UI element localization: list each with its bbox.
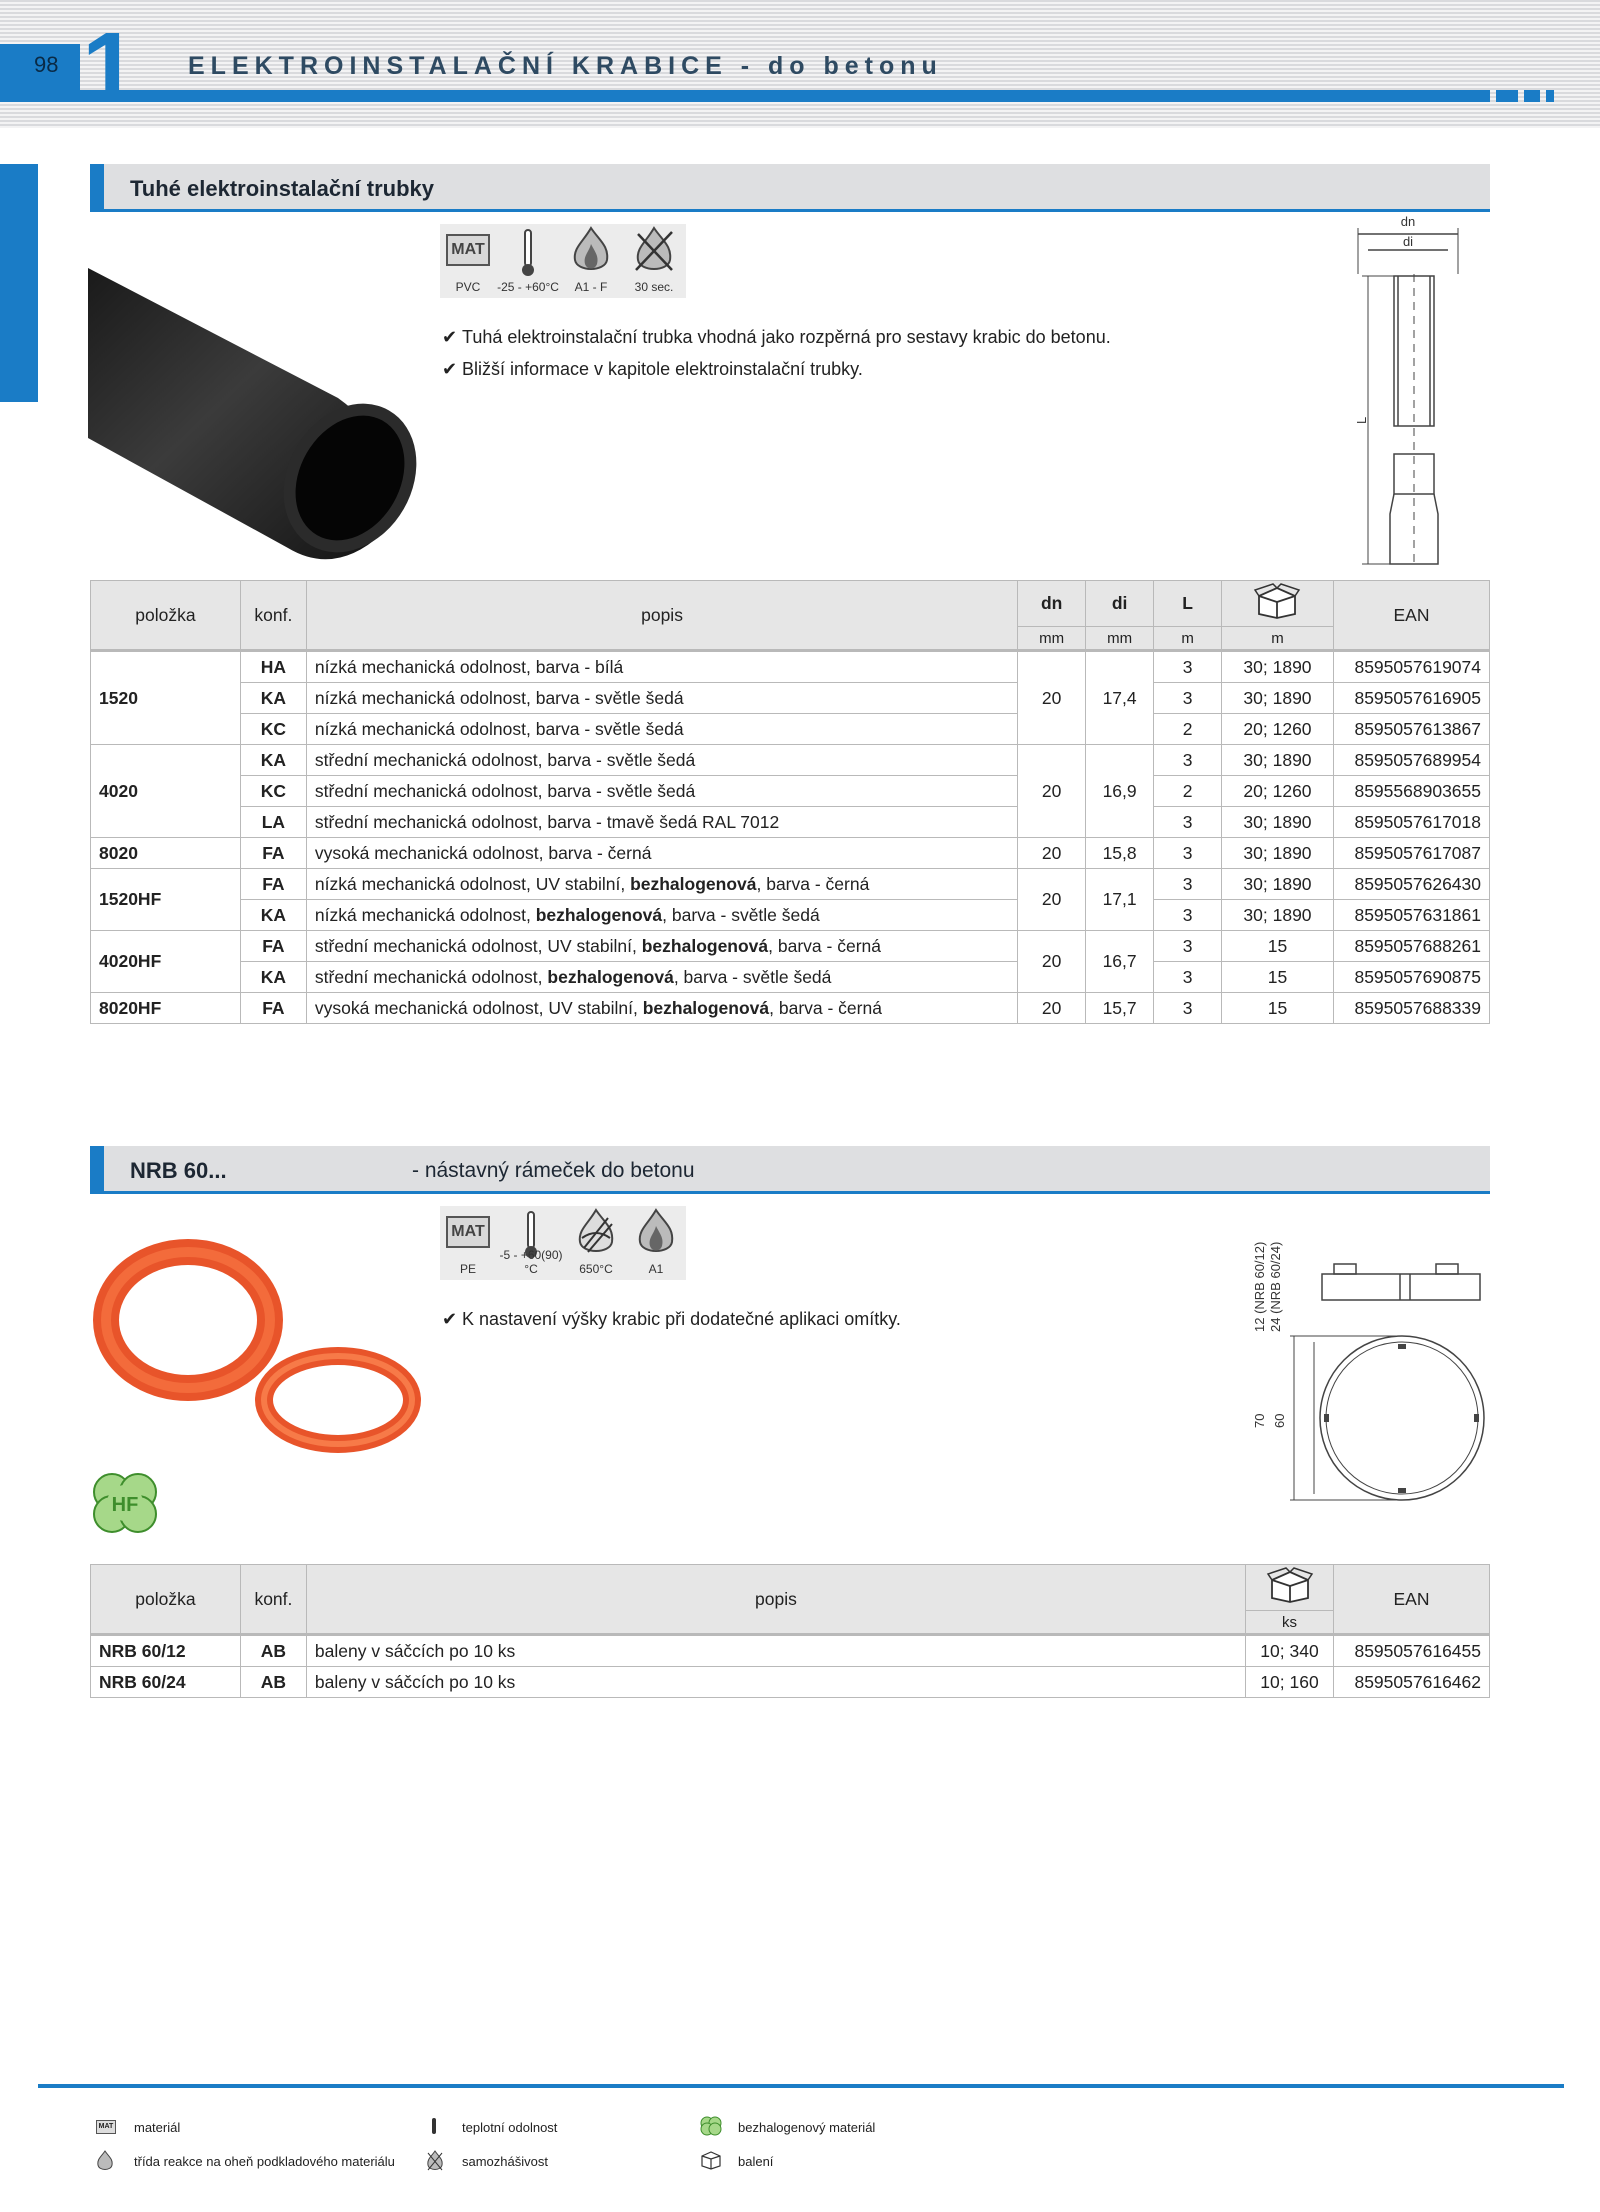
conf: KC [240, 776, 306, 807]
legend-label: materiál [134, 2120, 181, 2135]
property-icons [440, 1206, 686, 1280]
table-row [91, 776, 1490, 807]
description: střední mechanická odolnost, UV stabilní, bezhalogenová, barva - černá [306, 931, 1017, 962]
hf-badge-icon [90, 1470, 160, 1536]
table-row [91, 993, 1490, 1024]
conf: FA [240, 993, 306, 1024]
col-dn: dn [1018, 581, 1086, 627]
dn: 20 [1018, 931, 1086, 993]
legend-label: třída reakce na oheň podkladového materiálu [134, 2154, 395, 2169]
di: 16,9 [1086, 745, 1154, 838]
tubes-table [90, 580, 1490, 1024]
header-square [1546, 90, 1554, 102]
unit-dn: mm [1018, 627, 1086, 651]
ean: 8595057631861 [1333, 900, 1489, 931]
pack: 30; 1890 [1222, 900, 1334, 931]
footer-line [38, 2084, 1564, 2088]
pack: 10; 160 [1246, 1667, 1334, 1698]
length: 2 [1154, 714, 1222, 745]
bullet-item: ✔ K nastavení výšky krabic při dodatečné aplikaci omítky. [442, 1309, 901, 1329]
property-icons [440, 224, 686, 298]
mat-icon: MAT PE [440, 1206, 496, 1280]
table-row [91, 683, 1490, 714]
pack: 20; 1260 [1222, 776, 1334, 807]
table-row [91, 1667, 1490, 1698]
unit-L: m [1154, 627, 1222, 651]
col-ean: EAN [1333, 581, 1489, 651]
description: baleny v sáčcích po 10 ks [306, 1635, 1245, 1667]
legend-thermometer-icon [432, 2118, 436, 2134]
ean: 8595057626430 [1333, 869, 1489, 900]
dim-height1: 12 (NRB 60/12) [1252, 1241, 1267, 1332]
dim-outer: 70 [1252, 1413, 1267, 1428]
description: střední mechanická odolnost, barva - světle šedá [306, 745, 1017, 776]
chapter-number: 1 [82, 12, 138, 124]
table-row [91, 714, 1490, 745]
di: 17,4 [1086, 651, 1154, 745]
ean: 8595057619074 [1333, 651, 1489, 683]
col-item: položka [91, 581, 241, 651]
pack: 30; 1890 [1222, 869, 1334, 900]
svg-text:HF: HF [111, 1494, 139, 1516]
bullet-item: ✔ Bližší informace v kapitole elektroinstalační trubky. [442, 359, 863, 379]
table-row [91, 931, 1490, 962]
legend-flame-icon [96, 2150, 114, 2172]
ean: 8595057617087 [1333, 838, 1489, 869]
dim-di: di [1402, 234, 1414, 249]
nrb-drawing [1250, 1232, 1490, 1512]
header-square [1496, 90, 1518, 102]
page-number: 98 [34, 52, 59, 77]
table-row [91, 962, 1490, 993]
description: střední mechanická odolnost, barva - světle šedá [306, 776, 1017, 807]
col-desc: popis [306, 1565, 1245, 1635]
col-L: L [1154, 581, 1222, 627]
conf: FA [240, 838, 306, 869]
item-code: 8020HF [91, 993, 241, 1024]
flame-icon: A1 - F [560, 224, 622, 298]
col-desc: popis [306, 581, 1017, 651]
ean: 8595057616462 [1333, 1667, 1489, 1698]
legend-hf-icon [700, 2116, 722, 2136]
section-subtitle: - nástavný rámeček do betonu [412, 1159, 695, 1182]
legend-label: teplotní odolnost [462, 2120, 558, 2135]
length: 3 [1154, 683, 1222, 714]
pack: 15 [1222, 962, 1334, 993]
pack: 10; 340 [1246, 1635, 1334, 1667]
di: 16,7 [1086, 931, 1154, 993]
thermometer-icon: -25 - +60°C [496, 224, 560, 298]
unit-pack: m [1222, 627, 1334, 651]
dn: 20 [1018, 993, 1086, 1024]
box-icon [1222, 581, 1334, 627]
length: 3 [1154, 931, 1222, 962]
pack: 30; 1890 [1222, 807, 1334, 838]
table-row [91, 651, 1490, 683]
dim-inner: 60 [1272, 1413, 1287, 1428]
conf: AB [240, 1667, 306, 1698]
legend-self-extinguish-icon [426, 2150, 444, 2172]
table-row [91, 745, 1490, 776]
unit-pack: ks [1246, 1611, 1334, 1635]
pack: 15 [1222, 931, 1334, 962]
dim-height2: 24 (NRB 60/24) [1268, 1241, 1283, 1332]
col-conf: konf. [240, 581, 306, 651]
dim-L: L [1354, 416, 1369, 424]
length: 3 [1154, 745, 1222, 776]
item-code: 1520HF [91, 869, 241, 931]
dim-dn: dn [1400, 214, 1416, 229]
length: 3 [1154, 807, 1222, 838]
ean: 8595057688339 [1333, 993, 1489, 1024]
di: 17,1 [1086, 869, 1154, 931]
header-bar [0, 90, 1490, 102]
col-ean: EAN [1333, 1565, 1489, 1635]
conf: FA [240, 931, 306, 962]
item-code: NRB 60/12 [91, 1635, 241, 1667]
ean: 8595057613867 [1333, 714, 1489, 745]
dn: 20 [1018, 651, 1086, 745]
tube-drawing [1354, 214, 1458, 574]
col-conf: konf. [240, 1565, 306, 1635]
dn: 20 [1018, 745, 1086, 838]
description: nízká mechanická odolnost, barva - světle šedá [306, 714, 1017, 745]
ean: 8595057688261 [1333, 931, 1489, 962]
di: 15,8 [1086, 838, 1154, 869]
legend-label: samozhášivost [462, 2154, 548, 2169]
table-row [91, 900, 1490, 931]
description: nízká mechanická odolnost, barva - světle šedá [306, 683, 1017, 714]
nrb-photo [88, 1240, 428, 1460]
pack: 15 [1222, 993, 1334, 1024]
mat-icon: MAT PVC [440, 224, 496, 298]
nrb-table [90, 1564, 1490, 1698]
di: 15,7 [1086, 993, 1154, 1024]
bullet-item: ✔ Tuhá elektroinstalační trubka vhodná jako rozpěrná pro sestavy krabic do betonu. [442, 327, 1111, 347]
dn: 20 [1018, 838, 1086, 869]
description: vysoká mechanická odolnost, barva - černá [306, 838, 1017, 869]
length: 3 [1154, 962, 1222, 993]
pack: 30; 1890 [1222, 683, 1334, 714]
legend-box-icon [700, 2150, 722, 2170]
table-row [91, 869, 1490, 900]
conf: HA [240, 651, 306, 683]
legend-label: balení [738, 2154, 774, 2169]
conf: KA [240, 745, 306, 776]
table-row [91, 1635, 1490, 1667]
header-square [1524, 90, 1540, 102]
description: střední mechanická odolnost, bezhalogenová, barva - světle šedá [306, 962, 1017, 993]
col-di: di [1086, 581, 1154, 627]
conf: FA [240, 869, 306, 900]
length: 3 [1154, 993, 1222, 1024]
unit-di: mm [1086, 627, 1154, 651]
table-row [91, 807, 1490, 838]
legend-mat-icon: MAT [96, 2120, 116, 2134]
conf: AB [240, 1635, 306, 1667]
description: baleny v sáčcích po 10 ks [306, 1667, 1245, 1698]
ean: 8595057617018 [1333, 807, 1489, 838]
ean: 8595568903655 [1333, 776, 1489, 807]
self-extinguish-icon: 30 sec. [622, 224, 686, 298]
section-header-nrb [90, 1146, 1490, 1194]
col-item: položka [91, 1565, 241, 1635]
tube-photo [88, 248, 418, 558]
ean: 8595057689954 [1333, 745, 1489, 776]
conf: KC [240, 714, 306, 745]
ean: 8595057690875 [1333, 962, 1489, 993]
length: 3 [1154, 900, 1222, 931]
length: 3 [1154, 869, 1222, 900]
length: 3 [1154, 838, 1222, 869]
description: nízká mechanická odolnost, barva - bílá [306, 651, 1017, 683]
dn: 20 [1018, 869, 1086, 931]
item-code: 4020 [91, 745, 241, 838]
conf: KA [240, 900, 306, 931]
section-title: NRB 60... [130, 1158, 227, 1183]
item-code: 8020 [91, 838, 241, 869]
conf: KA [240, 962, 306, 993]
box-icon [1246, 1565, 1334, 1611]
legend-label: bezhalogenový materiál [738, 2120, 876, 2135]
ean: 8595057616455 [1333, 1635, 1489, 1667]
description: nízká mechanická odolnost, bezhalogenová, barva - světle šedá [306, 900, 1017, 931]
item-code: NRB 60/24 [91, 1667, 241, 1698]
description: nízká mechanická odolnost, UV stabilní, bezhalogenová, barva - černá [306, 869, 1017, 900]
pack: 30; 1890 [1222, 838, 1334, 869]
item-code: 4020HF [91, 931, 241, 993]
length: 3 [1154, 651, 1222, 683]
conf: LA [240, 807, 306, 838]
item-code: 1520 [91, 651, 241, 745]
pack: 30; 1890 [1222, 745, 1334, 776]
glow-wire-icon: 650°C [566, 1206, 626, 1280]
table-row [91, 838, 1490, 869]
description: vysoká mechanická odolnost, UV stabilní, bezhalogenová, barva - černá [306, 993, 1017, 1024]
ean: 8595057616905 [1333, 683, 1489, 714]
page-title: ELEKTROINSTALAČNÍ KRABICE - do betonu [188, 52, 943, 80]
thermometer-icon: -5 - +60(90)°C [496, 1206, 566, 1280]
description: střední mechanická odolnost, barva - tmavě šedá RAL 7012 [306, 807, 1017, 838]
flame-icon: A1 [626, 1206, 686, 1280]
chapter-tab [0, 164, 38, 402]
section-title: Tuhé elektroinstalační trubky [130, 176, 435, 201]
pack: 30; 1890 [1222, 651, 1334, 683]
pack: 20; 1260 [1222, 714, 1334, 745]
section-header-tubes [90, 164, 1490, 212]
length: 2 [1154, 776, 1222, 807]
conf: KA [240, 683, 306, 714]
